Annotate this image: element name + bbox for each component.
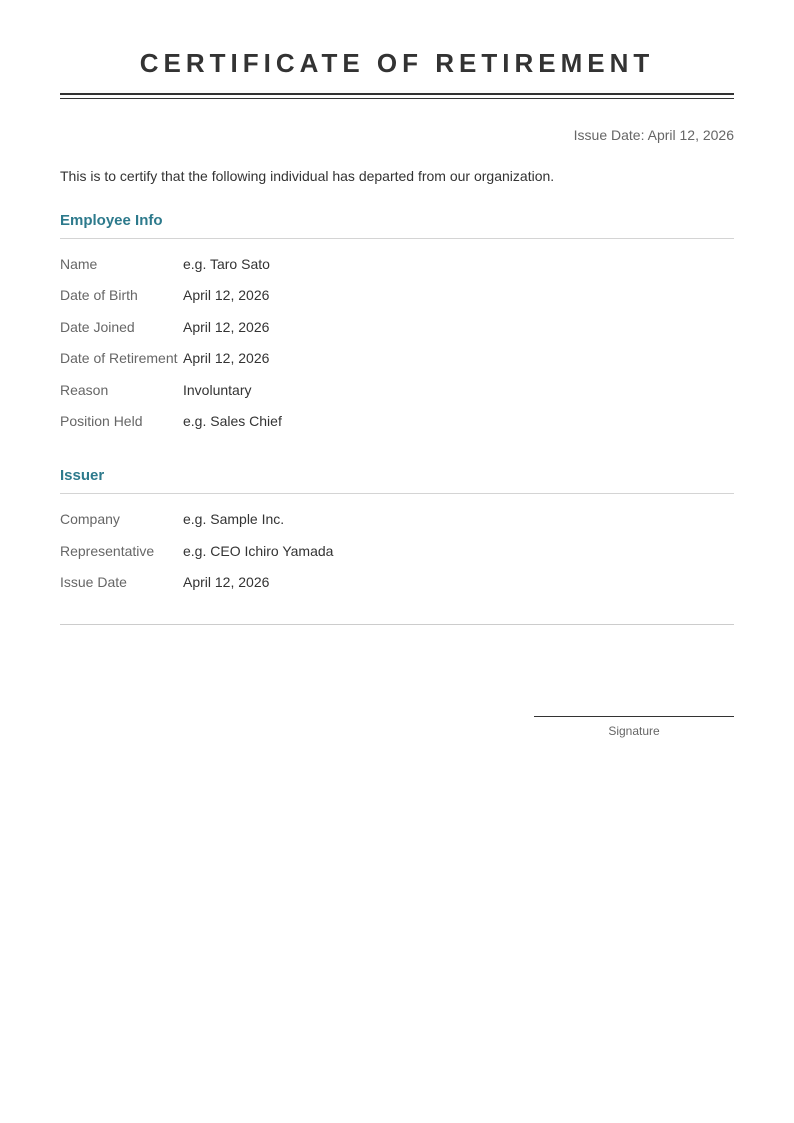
field-row-date-of-retirement — [60, 348, 734, 379]
field-row-name — [60, 254, 734, 285]
section-divider — [60, 624, 734, 625]
signature-block — [534, 716, 734, 739]
section-heading-employee-info: Employee Info — [60, 211, 734, 239]
issuer-table — [60, 509, 734, 603]
field-label: Date Joined — [60, 318, 135, 335]
field-label: Date of Retirement — [60, 350, 178, 367]
field-row-representative — [60, 541, 734, 572]
page-title: CERTIFICATE OF RETIREMENT — [139, 48, 655, 78]
signature-label: Signature — [608, 724, 660, 738]
field-value: Involuntary — [183, 381, 252, 398]
field-value: April 12, 2026 — [183, 318, 270, 335]
intro-statement: This is to certify that the following individual has departed from our organization. — [60, 168, 555, 184]
issue-date-text: Issue Date: April 12, 2026 — [573, 127, 734, 143]
field-value: April 12, 2026 — [183, 574, 270, 591]
field-label: Issue Date — [60, 574, 127, 591]
field-row-issue-date — [60, 572, 734, 603]
field-row-company — [60, 509, 734, 540]
field-label: Reason — [60, 381, 109, 398]
field-label: Position Held — [60, 412, 143, 429]
field-label: Company — [60, 511, 120, 528]
field-row-date-joined — [60, 317, 734, 348]
field-label: Representative — [60, 542, 155, 559]
section-heading-issuer: Issuer — [60, 466, 734, 494]
field-label: Name — [60, 256, 98, 272]
issue-date-header — [60, 125, 734, 145]
field-row-reason — [60, 380, 734, 411]
field-value: April 12, 2026 — [183, 350, 270, 367]
field-row-position-held — [60, 411, 734, 442]
field-value: e.g. Taro Sato — [183, 256, 270, 272]
field-value: e.g. Sample Inc. — [183, 511, 285, 528]
field-row-date-of-birth — [60, 285, 734, 316]
field-value: e.g. Sales Chief — [183, 412, 282, 429]
field-value: e.g. CEO Ichiro Yamada — [183, 542, 334, 559]
employee-info-table — [60, 254, 734, 442]
title-double-rule — [60, 93, 734, 99]
field-label: Date of Birth — [60, 287, 138, 304]
field-value: April 12, 2026 — [183, 287, 270, 304]
